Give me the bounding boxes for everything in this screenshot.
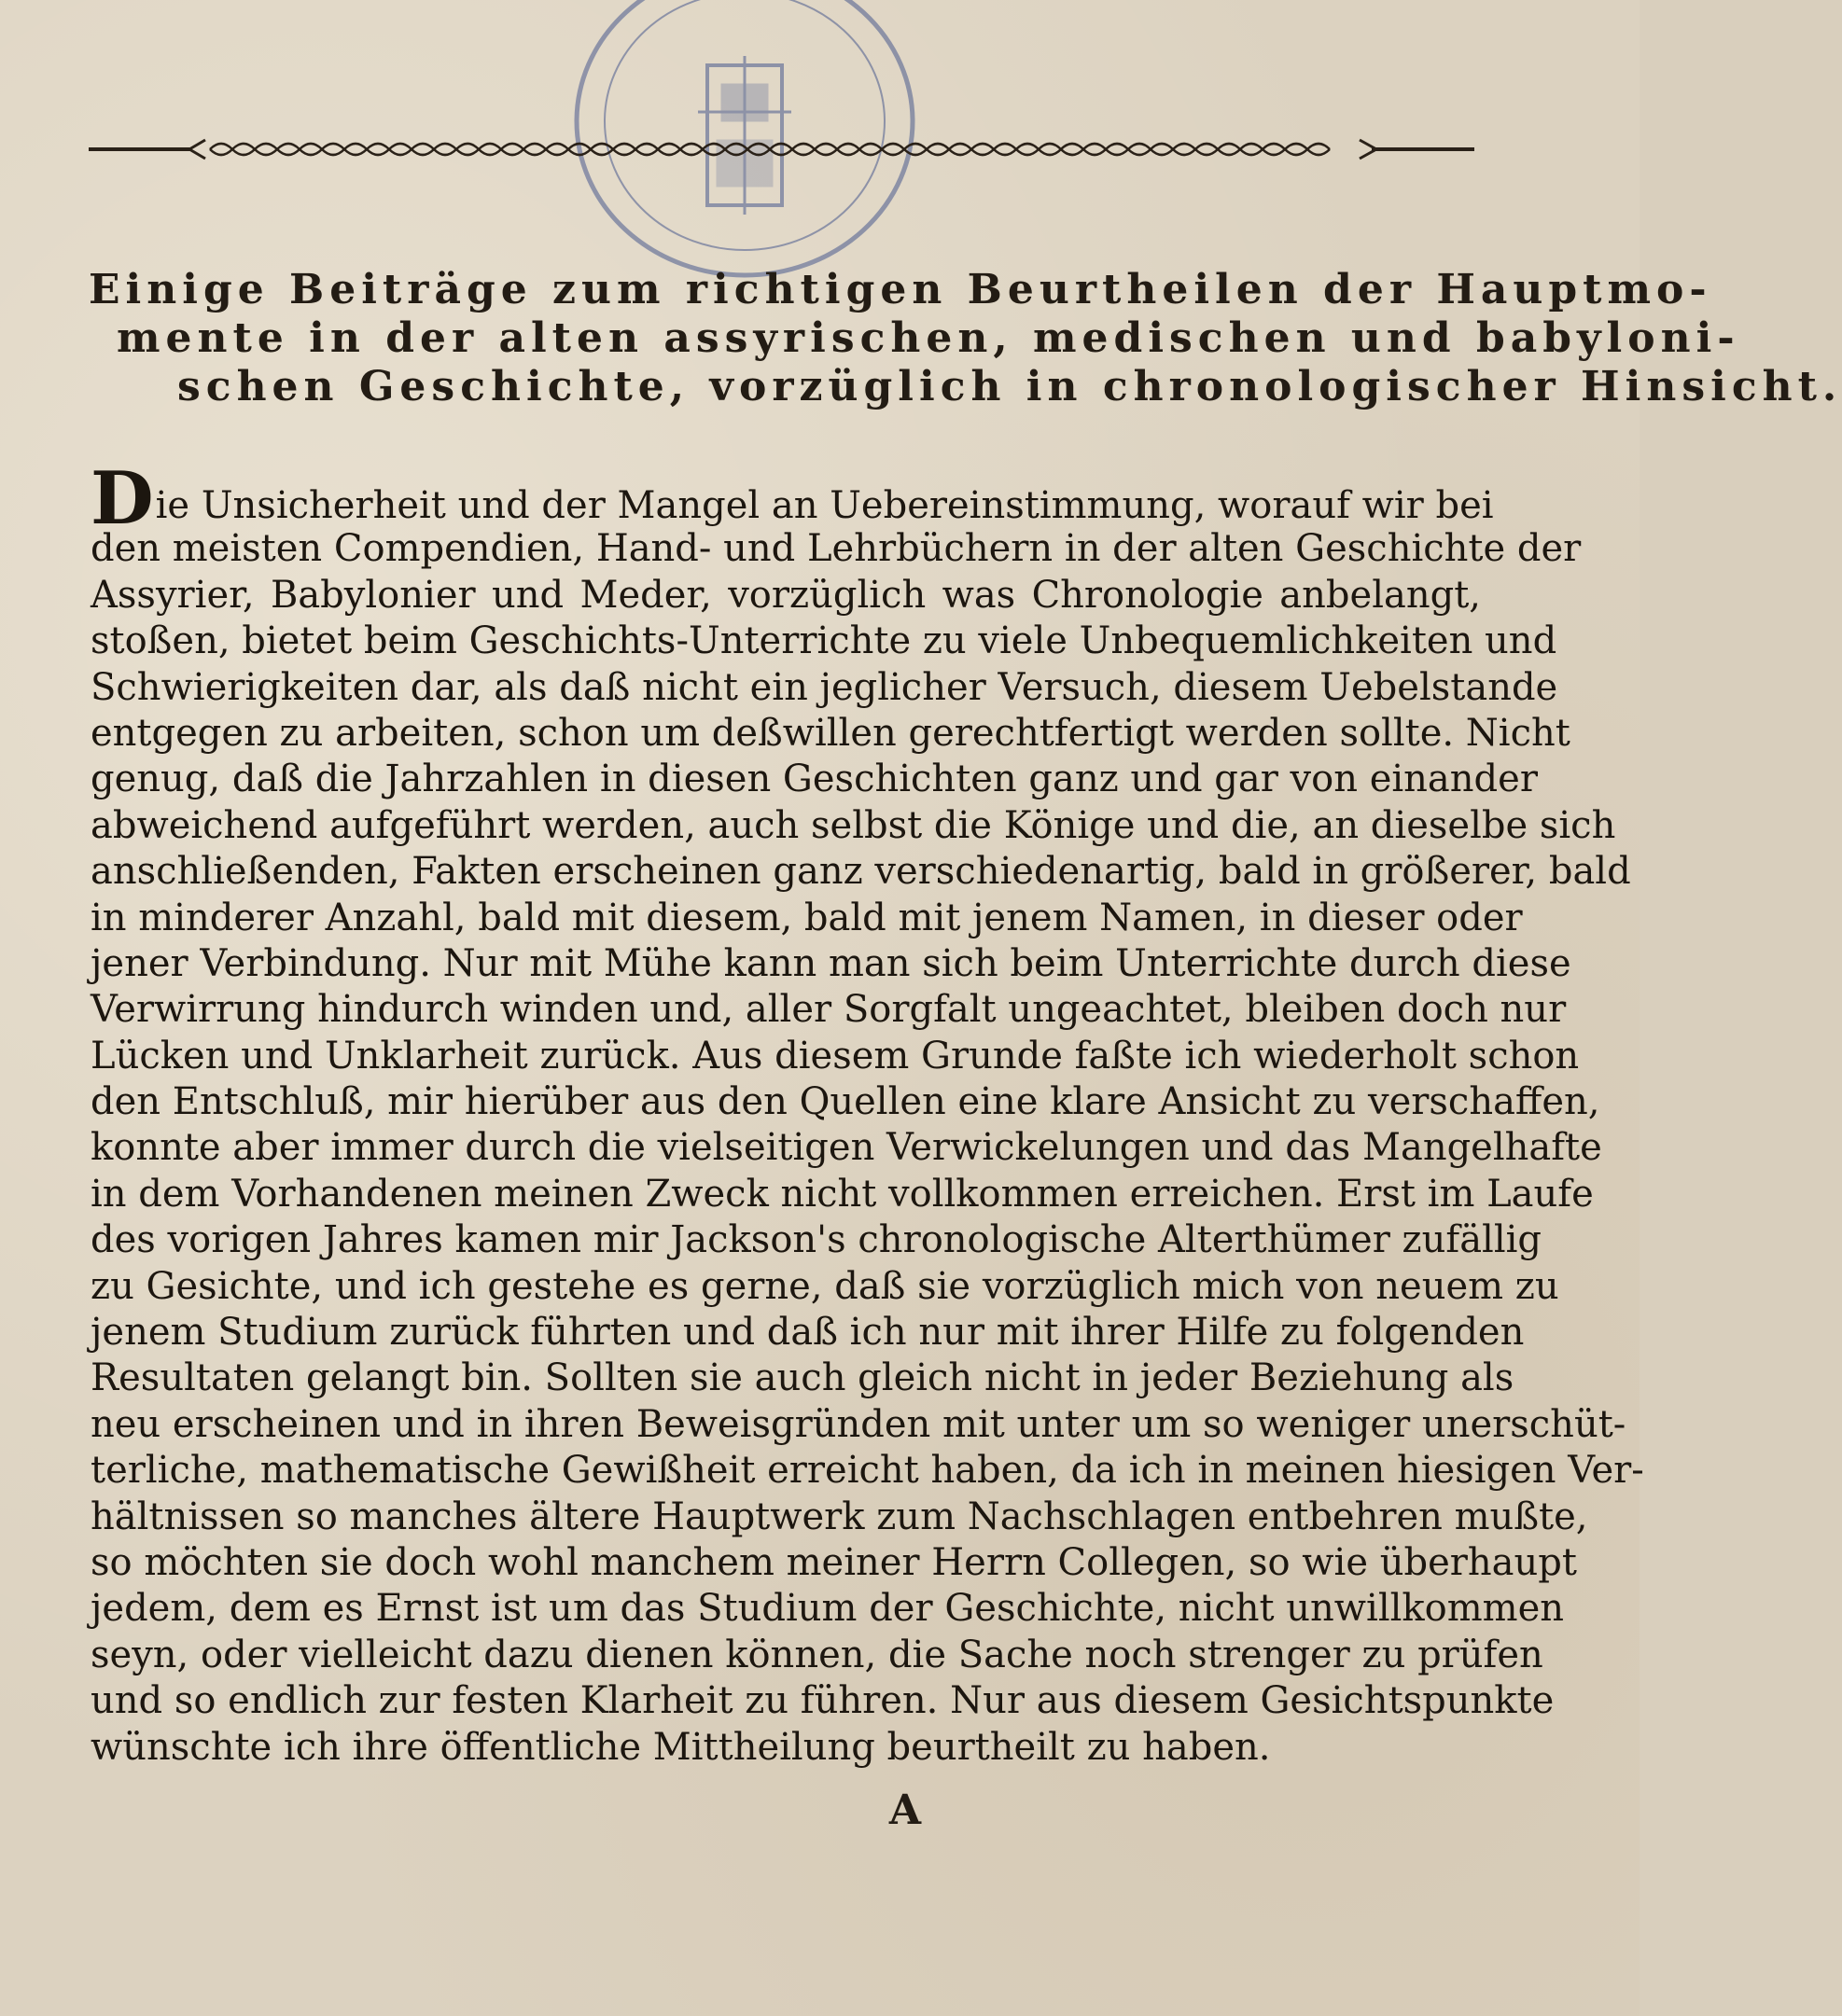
- title-line: mente in der alten assyrischen, medischen und babyloni-: [117, 314, 1740, 362]
- body-line: jener Verbindung. Nur mit Mühe kann man sich beim Unterrichte durch diese: [91, 941, 1571, 985]
- body-line: entgegen zu arbeiten, schon um deßwillen gerechtfertigt werden sollte. Nicht: [91, 711, 1570, 755]
- body-line: und so endlich zur festen Klarheit zu führen. Nur aus diesem Gesichtspunkte: [91, 1679, 1555, 1723]
- body-line: in minderer Anzahl, bald mit diesem, bald mit jenem Namen, in dieser oder: [91, 896, 1523, 939]
- body-line: terliche, mathematische Gewißheit erreicht haben, da ich in meinen hiesigen Ver-: [91, 1449, 1644, 1493]
- body-line: den meisten Compendien, Hand- und Lehrbüchern in der alten Geschichte der: [91, 527, 1582, 571]
- body-line: neu erscheinen und in ihren Beweisgründen mit unter um so weniger unerschüt-: [91, 1402, 1626, 1446]
- body-line: hältnissen so manches ältere Hauptwerk zum Nachschlagen entbehren mußte,: [91, 1495, 1588, 1538]
- ornament-chain-icon: [89, 131, 1474, 168]
- signature-mark: A: [888, 1787, 922, 1834]
- body-line: den Entschluß, mir hierüber aus den Quellen eine klare Ansicht zu verschaffen,: [91, 1080, 1600, 1124]
- drop-cap: D: [91, 456, 154, 541]
- body-line: Schwierigkeiten dar, als daß nicht ein jeglicher Versuch, diesem Uebelstande: [91, 665, 1558, 709]
- title-line: schen Geschichte, vorzüglich in chronologischer Hinsicht.: [177, 363, 1842, 410]
- body-line: des vorigen Jahres kamen mir Jackson's chronologische Alterthümer zufällig: [91, 1218, 1542, 1262]
- body-line: genug, daß die Jahrzahlen in diesen Geschichten ganz und gar von einander: [91, 758, 1538, 801]
- body-line: so möchten sie doch wohl manchem meiner Herrn Collegen, so wie überhaupt: [91, 1540, 1577, 1584]
- body-line: in dem Vorhandenen meinen Zweck nicht vollkommen erreichen. Erst im Laufe: [91, 1172, 1594, 1216]
- body-line: abweichend aufgeführt werden, auch selbst die Könige und die, an dieselbe sich: [91, 803, 1616, 847]
- body-line: jedem, dem es Ernst ist um das Studium der Geschichte, nicht unwillkommen: [91, 1587, 1565, 1631]
- body-line: Lücken und Unklarheit zurück. Aus diesem Grunde faßte ich wiederholt schon: [91, 1034, 1580, 1078]
- body-line: Assyrier, Babylonier und Meder, vorzüglich was Chronologie anbelangt,: [91, 573, 1481, 617]
- body-line-text: ie Unsicherheit und der Mangel an Uebereinstimmung, worauf wir bei: [155, 484, 1494, 527]
- article-title: [89, 266, 1842, 411]
- title-line: Einige Beiträge zum richtigen Beurtheilen der Hauptmo-: [89, 266, 1712, 313]
- body-line: konnte aber immer durch die vielseitigen Verwickelungen und das Mangelhafte: [91, 1126, 1602, 1170]
- body-line: Verwirrung hindurch winden und, aller Sorgfalt ungeachtet, bleiben doch nur: [91, 988, 1567, 1032]
- body-paragraph: [91, 456, 1644, 1771]
- body-line: wünschte ich ihre öffentliche Mittheilung beurtheilt zu haben.: [91, 1725, 1271, 1769]
- body-line: Resultaten gelangt bin. Sollten sie auch gleich nicht in jeder Beziehung als: [91, 1356, 1514, 1400]
- decorative-rule: [89, 131, 1474, 168]
- body-line-first: [91, 456, 1494, 541]
- body-line: zu Gesichte, und ich gestehe es gerne, daß sie vorzüglich mich von neuem zu: [91, 1264, 1559, 1308]
- body-line: jenem Studium zurück führten und daß ich nur mit ihrer Hilfe zu folgenden: [91, 1311, 1525, 1355]
- body-line: seyn, oder vielleicht dazu dienen können, die Sache noch strenger zu prüfen: [91, 1633, 1543, 1676]
- body-line: stoßen, bietet beim Geschichts-Unterrichte zu viele Unbequemlichkeiten und: [91, 619, 1557, 663]
- body-line: anschließenden, Fakten erscheinen ganz verschiedenartig, bald in größerer, bald: [91, 850, 1631, 894]
